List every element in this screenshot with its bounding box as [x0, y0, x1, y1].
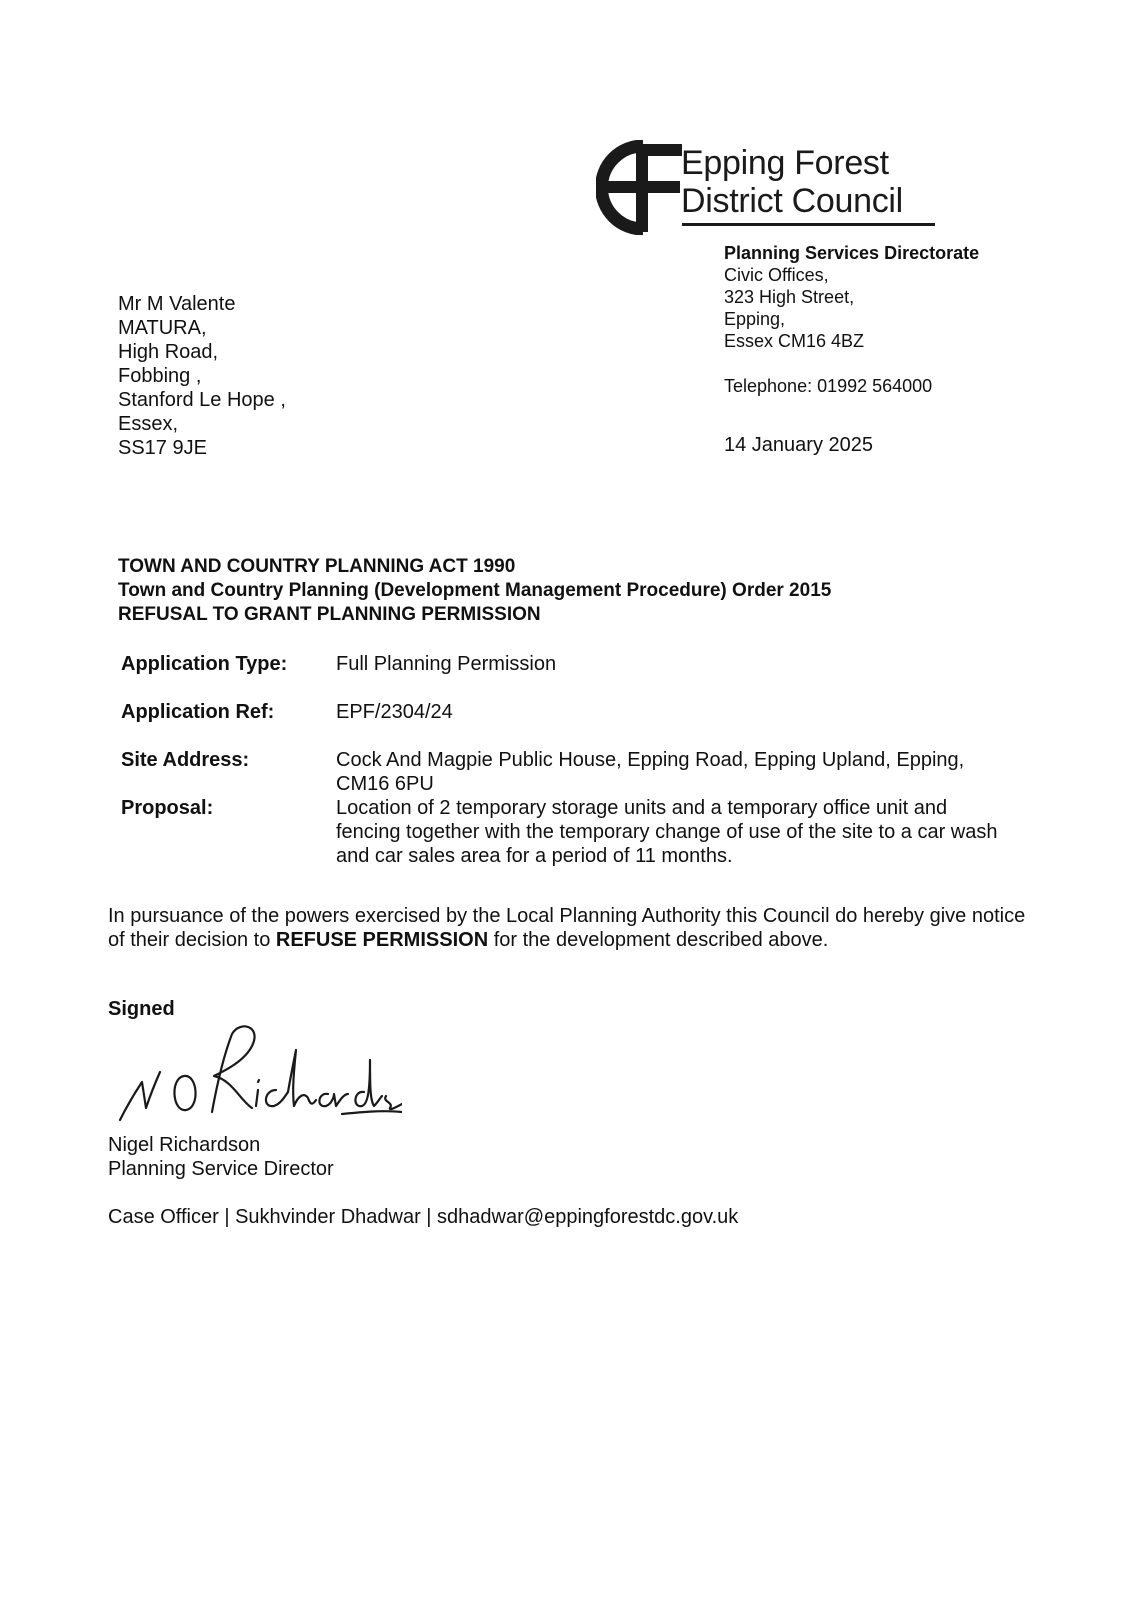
signed-label: Signed	[108, 998, 175, 1020]
recipient-line: Essex,	[118, 413, 179, 435]
sender-department: Planning Services Directorate	[724, 243, 980, 263]
handwritten-signature	[112, 1020, 402, 1130]
decision-text: In pursuance of the powers exercised by the Local Planning Authority this Council do hereby give notice of their decision to	[108, 905, 1026, 951]
signatory-title: Planning Service Director	[108, 1158, 334, 1180]
sender-address-line: Essex CM16 4BZ	[724, 331, 865, 351]
recipient-address-block	[118, 292, 286, 460]
decision-paragraph	[108, 904, 1028, 952]
detail-label: Application Type:	[121, 653, 288, 675]
decision-heading	[118, 555, 831, 627]
heading-order: Town and Country Planning (Development Management Procedure) Order 2015	[118, 580, 832, 601]
sender-address-line: Civic Offices,	[724, 265, 829, 285]
heading-act: TOWN AND COUNTRY PLANNING ACT 1990	[118, 556, 516, 577]
detail-value: Cock And Magpie Public House, Epping Road, Epping Upland, Epping, CM16 6PU	[336, 749, 965, 795]
recipient-line: SS17 9JE	[118, 437, 207, 459]
recipient-line: MATURA,	[118, 317, 207, 339]
detail-value: Full Planning Permission	[336, 653, 557, 675]
letter-date: 14 January 2025	[724, 434, 874, 456]
recipient-line: Stanford Le Hope ,	[118, 389, 286, 411]
detail-value: Location of 2 temporary storage units and a temporary office unit and fencing together with the temporary change of use of the site to a car wash and car sales area for a period of 11 months.	[336, 797, 998, 867]
council-logo-mark-icon	[596, 140, 684, 235]
heading-refusal: REFUSAL TO GRANT PLANNING PERMISSION	[118, 604, 541, 625]
detail-value: EPF/2304/24	[336, 701, 453, 723]
detail-label: Proposal:	[121, 797, 214, 819]
signatory-name: Nigel Richardson	[108, 1134, 261, 1156]
detail-label: Site Address:	[121, 749, 250, 771]
recipient-line: Mr M Valente	[118, 293, 236, 315]
decision-text-end: for the development described above.	[488, 929, 829, 951]
sender-address-block	[724, 242, 979, 352]
recipient-line: High Road,	[118, 341, 219, 363]
logo-underline	[682, 223, 935, 226]
logo-text-line2: District Council	[681, 182, 903, 220]
signatory-block	[108, 1133, 334, 1181]
sender-telephone: Telephone: 01992 564000	[724, 376, 933, 396]
decision-emphasis: REFUSE PERMISSION	[275, 929, 489, 951]
logo-text-line1: Epping Forest	[681, 144, 889, 182]
recipient-line: Fobbing ,	[118, 365, 202, 387]
council-logo	[596, 140, 946, 236]
sender-address-line: 323 High Street,	[724, 287, 855, 307]
sender-address-line: Epping,	[724, 309, 786, 329]
case-officer-line: Case Officer | Sukhvinder Dhadwar | sdhadwar@eppingforestdc.gov.uk	[108, 1206, 739, 1228]
detail-label: Application Ref:	[121, 701, 275, 723]
